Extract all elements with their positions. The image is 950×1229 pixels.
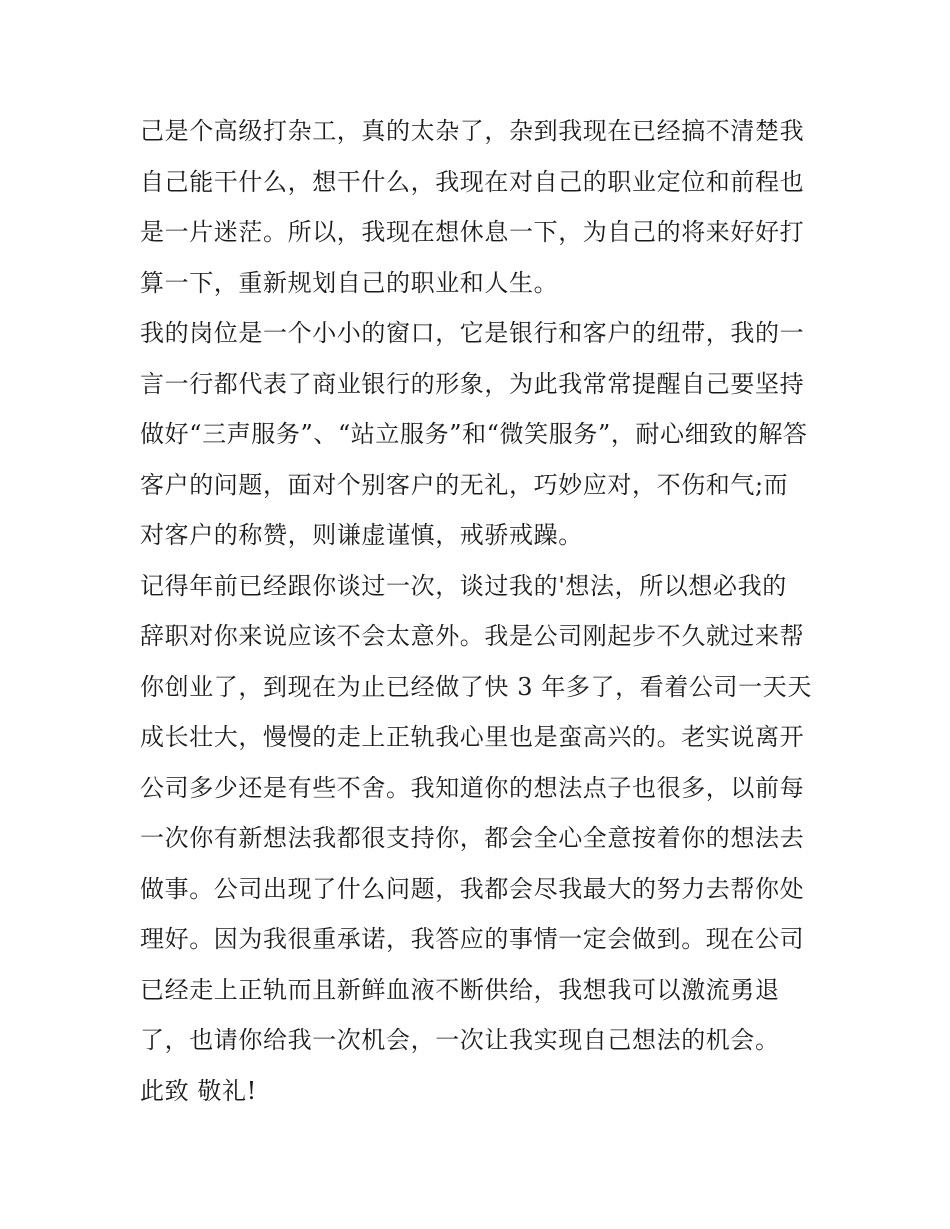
document-body <box>140 106 830 1116</box>
closing-line: 此致 敬礼! <box>140 1076 257 1105</box>
text-line: 算一下，重新规划自己的职业和人生。 <box>140 268 559 297</box>
text-line: 对客户的称赞，则谦虚谨慎，戒骄戒躁。 <box>140 521 583 549</box>
text-line: 做事。公司出现了什么问题，我都会尽我最大的努力去帮你处 <box>140 874 805 903</box>
text-line: 你创业了，到现在为止已经做了快 3 年多了，看着公司一天天 <box>140 672 812 701</box>
text-line: 是一片迷茫。所以，我现在想休息一下，为自己的将来好好打 <box>140 218 805 246</box>
text-line: 公司多少还是有些不舍。我知道你的想法点子也很多，以前每 <box>140 773 805 802</box>
text-line: 己是个高级打杂工，真的太杂了，杂到我现在已经搞不清楚我 <box>140 117 805 145</box>
text-line: 了，也请你给我一次机会，一次让我实现自己想法的机会。 <box>140 1026 780 1054</box>
text-line: 客户的问题，面对个别客户的无礼，巧妙应对，不伤和气;而 <box>140 470 789 499</box>
text-line: 成长壮大，慢慢的走上正轨我心里也是蛮高兴的。老实说离开 <box>140 723 805 751</box>
text-line: 理好。因为我很重承诺，我答应的事情一定会做到。现在公司 <box>140 925 805 953</box>
text-line: 我的岗位是一个小小的窗口，它是银行和客户的纽带，我的一 <box>140 319 805 347</box>
text-line: 已经走上正轨而且新鲜血液不断供给，我想我可以激流勇退 <box>140 975 780 1004</box>
text-line: 言一行都代表了商业银行的形象，为此我常常提醒自己要坚持 <box>140 369 805 398</box>
text-line: 辞职对你来说应该不会太意外。我是公司刚起步不久就过来帮 <box>140 622 805 650</box>
text-line: 做好“三声服务”、“站立服务”和“微笑服务”，耐心细致的解答 <box>140 420 808 448</box>
text-line: 自己能干什么，想干什么，我现在对自己的职业定位和前程也 <box>140 167 805 196</box>
text-line: 记得年前已经跟你谈过一次，谈过我的'想法，所以想必我的 <box>140 571 787 600</box>
text-line: 一次你有新想法我都很支持你，都会全心全意按着你的想法去 <box>140 824 805 852</box>
